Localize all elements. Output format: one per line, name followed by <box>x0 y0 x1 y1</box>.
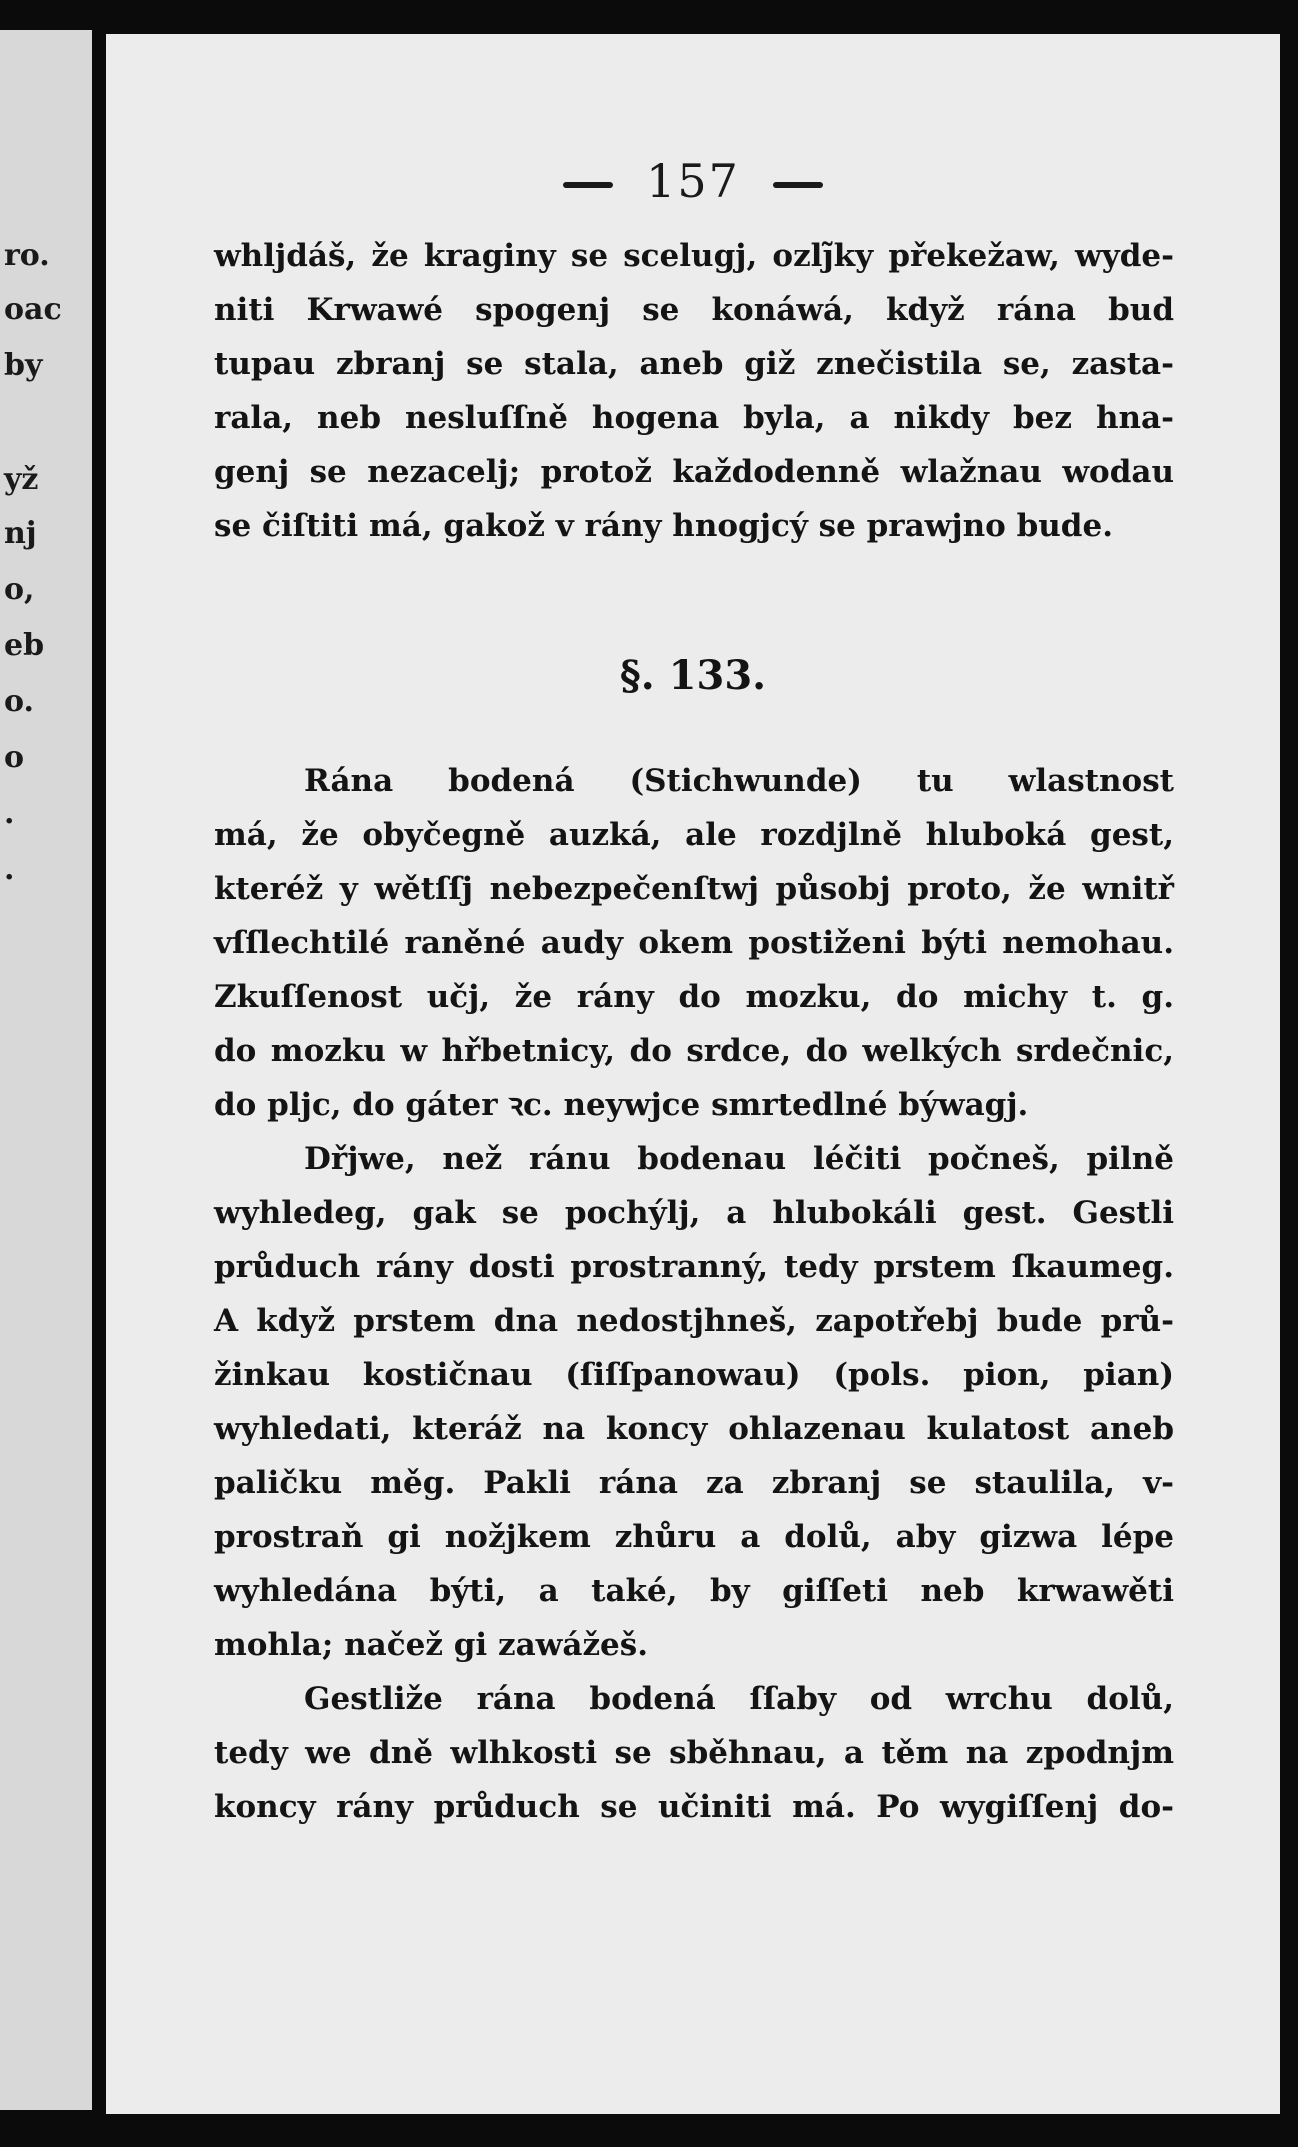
text-line: paličku měg. Pakli rána za zbranj se staulila, v- <box>214 1465 1174 1501</box>
facing-page-edge <box>0 30 92 2110</box>
facing-page-fragment: . <box>4 852 15 887</box>
facing-page-fragment: by <box>4 348 43 383</box>
text-line: mohla; načež gi zawážeš. <box>214 1627 649 1663</box>
facing-page-fragment: yž <box>4 462 39 497</box>
text-line: Rána bodená (Stichwunde) tu wlastnost <box>304 763 1174 799</box>
page-number: 157 <box>646 154 740 208</box>
text-line: průduch rány dosti prostranný, tedy prstem ſkaumeg. <box>214 1249 1174 1285</box>
facing-page-fragment: o. <box>4 684 34 719</box>
text-line: whljdáš, že kraginy se scelugj, ozlj̃ky překežaw, wyde- <box>214 238 1174 274</box>
text-line: tedy we dně wlhkosti se sběhnau, a těm na zpodnjm <box>214 1735 1174 1771</box>
text-line: se čiſtiti má, gakož v rány hnogjcý se prawjno bude. <box>214 508 1113 544</box>
text-line: žinkau kostičnau (ſiſſpanowau) (pols. pion, pian) <box>214 1357 1174 1393</box>
text-line: Gestliže rána bodená ſſaby od wrchu dolů, <box>304 1681 1174 1717</box>
section-heading: §. 133. <box>619 652 767 699</box>
facing-page-fragment: nj <box>4 516 37 551</box>
facing-page-fragment: ro. <box>4 238 50 273</box>
text-line: do pljc, do gáter ꝛc. neywjce smrtedlné býwagj. <box>214 1087 1029 1123</box>
text-line: má, že obyčegně auzká, ale rozdjlně hluboká gest, <box>214 817 1174 853</box>
text-line: koncy rány průduch se učiniti má. Po wygiſſenj do- <box>214 1789 1174 1825</box>
section-body <box>214 754 1174 1834</box>
book-gutter <box>92 0 106 2147</box>
header-ornament-right <box>773 182 823 188</box>
page-header <box>106 154 1280 208</box>
text-line: wyhledeg, gak se pochýlj, a hlubokáli gest. Gestli <box>214 1195 1174 1231</box>
text-line: wyhledána býti, a také, by giſſeti neb krwawěti <box>214 1573 1174 1609</box>
text-line: Zkuſſenost učj, že rány do mozku, do michy t. g. <box>214 979 1174 1015</box>
text-line: niti Krwawé spogenj se konáwá, když rána bud <box>214 292 1174 328</box>
text-line: genj se nezacelj; protož každodenně wlažnau wodau <box>214 454 1174 490</box>
text-line: kteréž y wětſſj nebezpečenſtwj působj proto, že wnitř <box>214 871 1174 907</box>
header-ornament-left <box>563 182 613 188</box>
text-line: vſſlechtilé raněné audy okem postiženi býti nemohau. <box>214 925 1174 961</box>
facing-page-fragment: o, <box>4 572 35 607</box>
book-page <box>106 34 1280 2114</box>
facing-page-fragment: oac <box>4 292 62 327</box>
text-line: tupau zbranj se stala, aneb giž znečistila se, zasta- <box>214 346 1174 382</box>
text-line: do mozku w hřbetnicy, do srdce, do welkých srdečnic, <box>214 1033 1174 1069</box>
facing-page-fragment: o <box>4 740 25 775</box>
text-line: Dřjwe, než ránu bodenau léčiti počneš, pilně <box>304 1141 1174 1177</box>
paragraph-continued <box>214 229 1174 553</box>
facing-page-fragment: . <box>4 796 15 831</box>
facing-page-fragment: eb <box>4 628 45 663</box>
text-line: rala, neb nesluſſně hogena byla, a nikdy bez hna- <box>214 400 1174 436</box>
text-line: A když prstem dna nedostjhneš, zapotřebj bude prů- <box>214 1303 1174 1339</box>
text-line: wyhledati, kteráž na koncy ohlazenau kulatost aneb <box>214 1411 1174 1447</box>
text-line: prostraň gi nožjkem zhůru a dolů, aby gizwa lépe <box>214 1519 1174 1555</box>
